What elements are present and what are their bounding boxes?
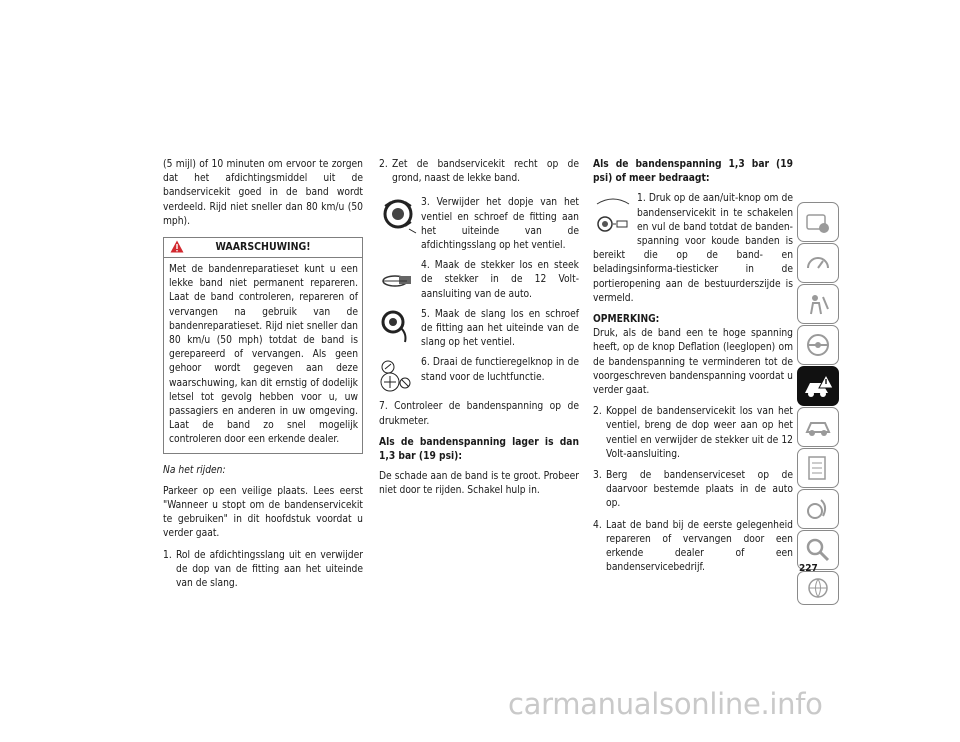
warning-box <box>163 237 363 454</box>
power-button-illustration-icon <box>593 194 633 242</box>
watermark: carmanualsonline.info <box>508 687 823 721</box>
step-4-text: 4. Maak de stekker los en steek de stekker in de 12 Volt-aansluiting van de auto. <box>421 260 579 300</box>
safety-icon[interactable] <box>797 284 839 324</box>
car-info-icon[interactable] <box>797 202 839 242</box>
low-pressure-text: De schade aan de band is te groot. Probeer niet door te rijden. Schakel hulp in. <box>379 471 579 497</box>
list-number: 2. <box>593 406 602 418</box>
step-with-image <box>379 259 579 302</box>
low-pressure-heading: Als de bandenspanning lager is dan 1,3 bar (19 psi): <box>379 436 579 463</box>
emergency-icon[interactable] <box>797 366 839 406</box>
list-text: Berg de bandenserviceset op de daarvoor bestemde plaats in de auto op. <box>606 470 793 510</box>
step-with-image <box>379 196 579 253</box>
step-3-text: 3. Verwijder het dopje van het ventiel en schroef de fitting aan het uiteinde van de afdichtingsslang op het ventiel. <box>421 197 579 252</box>
list-text: Koppel de bandenservicekit los van het ventiel, breng de dop weer aan op het ventiel en verwijder de stekker uit de 12 Volt-aansluiting. <box>606 406 793 460</box>
multimedia-icon[interactable] <box>797 489 839 529</box>
step-with-image <box>379 356 579 394</box>
step-with-image <box>379 308 579 351</box>
step-5-text: 5. Maak de slang los en schroef de fitting aan het uiteinde van de slang op het ventiel. <box>421 308 579 349</box>
high-pressure-heading: Als de bandenspanning 1,3 bar (19 psi) of meer bedraagt: <box>593 159 793 185</box>
step-6-text: 6. Draai de functieregelknop in de stand voor de luchtfunctie. <box>421 357 579 383</box>
specs-icon[interactable] <box>797 448 839 488</box>
column-right <box>593 158 793 582</box>
list-item <box>593 519 793 576</box>
language-icon[interactable] <box>797 571 839 605</box>
list-number: 1. <box>163 549 172 561</box>
column-middle <box>379 158 579 506</box>
power-plug-illustration-icon <box>379 259 417 297</box>
column-left <box>163 158 363 598</box>
page-number: 227 <box>799 563 818 574</box>
mode-selector-dial-icon <box>379 356 417 394</box>
list-text: Zet de bandservicekit recht op de grond, naast de lekke band. <box>392 159 579 185</box>
list-item <box>163 549 363 592</box>
intro-text: (5 mijl) of 10 minuten om ervoor te zorgen dat het afdichtingsmiddel uit de bandservicekit goed in de band wordt verdeeld. Rijd niet sneller dan 80 km/u (50 mph). <box>163 159 363 227</box>
warning-triangle-icon <box>170 240 184 253</box>
after-driving-heading: Na het rijden: <box>163 464 226 476</box>
note-text: Druk, als de band een te hoge spanning heeft, op de knop Deflation (leeglopen) om de bandenspanning te verminderen tot de voorgeschreven bandenspanning voordat u verder gaat. <box>593 328 793 397</box>
steering-icon[interactable] <box>797 325 839 365</box>
after-driving-text: Parkeer op een veilige plaats. Lees eerst "Wanneer u stopt om de bandenservicekit te gebruiken" in dit hoofdstuk voordat u verder gaat. <box>163 485 363 540</box>
step-7-text: 7. Controleer de bandenspanning op de drukmeter. <box>379 401 579 427</box>
list-item <box>379 158 579 186</box>
high-pressure-text: 1. Druk op de aan/uit-knop om de bandenservicekit in te schakelen en vul de band totdat de banden-spanning voor koude banden is bereikt die op de band- en beladingsinforma-tiesticker in de portieropening aan de bestuurderszijde is vermeld. <box>593 193 793 304</box>
list-number: 2. <box>379 159 388 170</box>
warning-header <box>164 238 362 258</box>
dashboard-icon[interactable] <box>797 243 839 283</box>
list-text: Laat de band bij de eerste gelegenheid repareren of vervangen door een erkende dealer of een bandenservicebedrijf. <box>606 519 793 574</box>
list-number: 3. <box>593 470 602 482</box>
list-item <box>593 469 793 512</box>
list-number: 4. <box>593 519 602 531</box>
service-icon[interactable] <box>797 407 839 447</box>
warning-text: Met de bandenreparatieset kunt u een lekke band niet permanent repareren. Laat de band controleren, repareren of vervangen na gebruik van de bandenreparatieset. Rijd niet sneller dan 80 km/u (50 mph) totdat de band is gerepareerd of vervangen. Als geen gehoor wordt gegeven aan deze waarschuwing, kan dit ernstig of dodelijk letsel tot gevolg hebben voor u, uw passagiers en anderen in uw omgeving. Laat de band zo snel mogelijk controleren door een erkende dealer. <box>169 264 358 446</box>
hose-fitting-illustration-icon <box>379 308 417 346</box>
list-text: Rol de afdichtingsslang uit en verwijder de dop van de fitting aan het uiteinde van de slang. <box>176 549 363 590</box>
valve-cap-illustration-icon <box>379 196 417 234</box>
list-item <box>593 405 793 462</box>
warning-title: WAARSCHUWING! <box>215 241 311 254</box>
note-title: OPMERKING: <box>593 314 660 326</box>
